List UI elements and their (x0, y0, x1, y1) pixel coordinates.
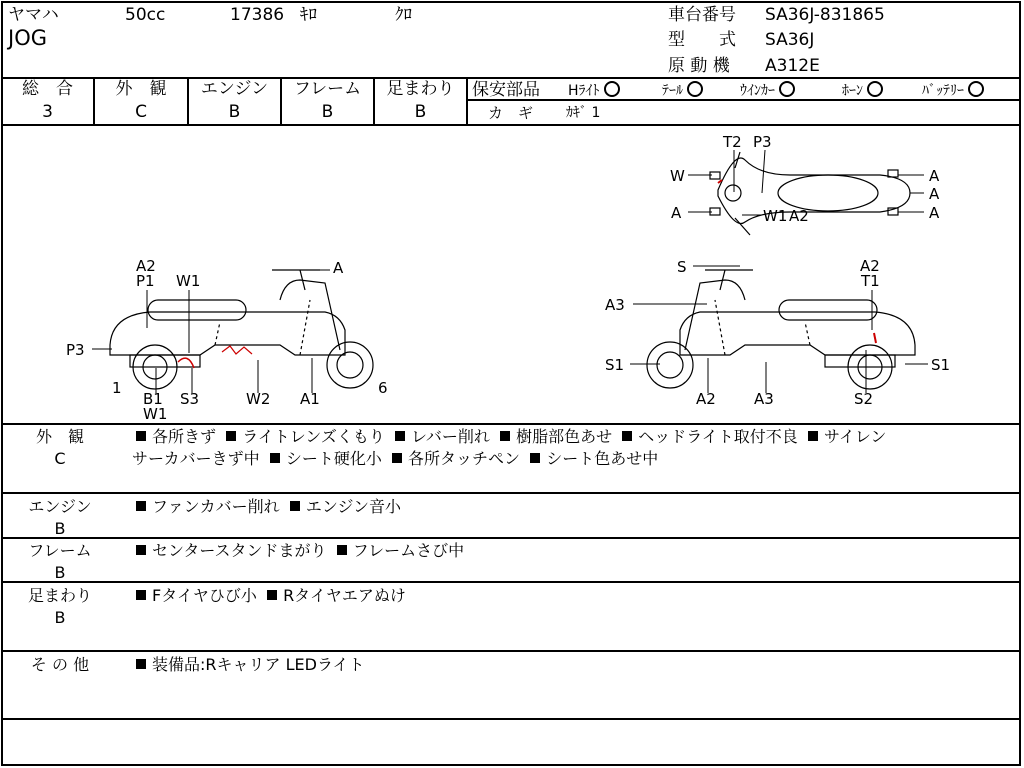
ok-mark-icon (867, 81, 883, 97)
section-notes (136, 540, 1016, 562)
key-value: ｶｷﾞ 1 (566, 105, 601, 121)
note-line (136, 585, 1016, 607)
divider (1, 581, 1021, 583)
damage-code: T2 (723, 133, 742, 151)
note-item: 各所タッチペン (392, 449, 520, 468)
safety-item-headlight: Hﾗｲﾄ (568, 81, 620, 100)
bullet-square-icon (290, 501, 300, 511)
section-grade: B (54, 563, 66, 582)
damage-code: W1 (763, 207, 788, 225)
damage-code: A1 (300, 390, 320, 408)
damage-code: A (929, 167, 940, 185)
divider (1, 537, 1021, 539)
engine-value: A312E (765, 56, 820, 76)
section-head (18, 585, 102, 629)
grade-label-frame: フレーム (293, 79, 362, 99)
bullet-square-icon (136, 545, 146, 555)
damage-code: S1 (931, 356, 951, 374)
safety-label: 保安部品 (472, 80, 540, 100)
damage-code: T1 (861, 272, 880, 290)
divider (1, 650, 1021, 652)
damage-code: A2 (136, 257, 156, 275)
note-item: 各所きず (136, 427, 216, 446)
note-line (136, 426, 1016, 448)
damage-code: P3 (66, 341, 85, 359)
bullet-square-icon (500, 431, 510, 441)
bullet-square-icon (136, 659, 146, 669)
note-item: フレームさび中 (337, 541, 464, 560)
scooter-top-view (710, 152, 910, 235)
section-grade: B (54, 519, 66, 538)
left-view-callouts (92, 270, 330, 393)
damage-code: A3 (754, 390, 774, 408)
damage-code: A (929, 204, 940, 222)
ok-mark-icon (968, 81, 984, 97)
note-line (136, 654, 1016, 676)
damage-code: W2 (246, 390, 271, 408)
damage-code: S3 (180, 390, 200, 408)
ok-mark-icon (604, 81, 620, 97)
section-grade: B (54, 608, 66, 627)
damage-code: W1 (143, 405, 168, 423)
note-item: センタースタンドまがり (136, 541, 327, 560)
section-grade: C (54, 449, 66, 468)
section-title: そ の 他 (30, 655, 90, 674)
damage-code: A (333, 259, 344, 277)
damage-code: W1 (176, 272, 201, 290)
grade-value-frame: B (321, 102, 334, 122)
grade-value-suspension: B (414, 102, 427, 122)
note-item: ファンカバー削れ (136, 497, 280, 516)
section-notes (136, 654, 1016, 676)
bullet-square-icon (267, 590, 277, 600)
damage-code: W (670, 167, 685, 185)
note-item: レバー削れ (395, 427, 490, 446)
grade-label-exterior: 外 観 (115, 79, 167, 99)
bullet-square-icon (622, 431, 632, 441)
type-label: 型 式 (668, 30, 736, 50)
bullet-square-icon (395, 431, 405, 441)
key-label: カ ギ (488, 104, 534, 122)
note-item: ヘッドライト取付不良 (622, 427, 798, 446)
section-title: 外 観 (35, 427, 84, 446)
damage-code: A (929, 185, 940, 203)
divider (1, 423, 1021, 425)
damage-code: S2 (854, 390, 874, 408)
grade-label-suspension: 足まわり (386, 79, 455, 99)
mileage-unit: ｷﾛ (300, 5, 317, 25)
bullet-square-icon (530, 453, 540, 463)
frame-no-label: 車台番号 (668, 5, 736, 25)
note-item: シート硬化小 (270, 449, 382, 468)
bullet-square-icon (136, 590, 146, 600)
type-value: SA36J (765, 30, 815, 50)
safety-item-tail: ﾃｰﾙ (662, 81, 703, 100)
bullet-square-icon (226, 431, 236, 441)
note-item: エンジン音小 (290, 497, 401, 516)
model-name: JOG (8, 26, 47, 50)
bullet-square-icon (136, 501, 146, 511)
damage-code: B1 (143, 390, 163, 408)
section-notes (132, 426, 1016, 470)
note-item: ライトレンズくもり (226, 427, 385, 446)
divider (466, 78, 468, 124)
damage-code: A (671, 204, 682, 222)
section-title: 足まわり (27, 586, 92, 605)
damage-code: 1 (112, 379, 122, 397)
damage-code: 6 (378, 379, 388, 397)
damage-diagram (0, 126, 1022, 424)
frame-no: SA36J-831865 (765, 5, 885, 25)
note-item: 樹脂部色あせ (500, 427, 612, 446)
grade-value-overall: 3 (42, 102, 53, 122)
bullet-square-icon (270, 453, 280, 463)
grade-value-engine: B (228, 102, 241, 122)
damage-code: A2 (860, 257, 880, 275)
maker: ヤマハ (8, 5, 59, 25)
grade-label-overall: 総 合 (22, 79, 73, 99)
right-view-callouts (630, 266, 928, 393)
divider (1, 492, 1021, 494)
section-notes (136, 496, 1016, 518)
section-head (18, 496, 102, 540)
ok-mark-icon (687, 81, 703, 97)
damage-code: A2 (789, 207, 809, 225)
note-item: サーカバーきず中 (132, 449, 260, 468)
bullet-square-icon (392, 453, 402, 463)
section-head (18, 426, 102, 470)
grade-value-exterior: C (135, 102, 147, 122)
damage-code: S1 (605, 356, 625, 374)
damage-code: P1 (136, 272, 155, 290)
displacement: 50cc (125, 5, 166, 25)
bullet-square-icon (136, 431, 146, 441)
bullet-square-icon (337, 545, 347, 555)
note-item: シート色あせ中 (530, 449, 658, 468)
damage-code: P3 (753, 133, 772, 151)
damage-code: A2 (696, 390, 716, 408)
engine-label: 原 動 機 (668, 56, 730, 76)
divider (1, 718, 1021, 720)
section-head (18, 540, 102, 584)
grade-label-engine: エンジン (200, 79, 269, 99)
left-view-labels (66, 257, 388, 423)
bullet-square-icon (808, 431, 818, 441)
damage-code: S (677, 258, 687, 276)
note-line (136, 496, 1016, 518)
section-title: フレーム (28, 541, 92, 560)
ok-mark-icon (779, 81, 795, 97)
safety-item-battery: ﾊﾞｯﾃﾘｰ (922, 81, 984, 100)
safety-item-winker: ｳｲﾝｶｰ (740, 81, 795, 100)
note-item: Rタイヤエアぬけ (267, 586, 406, 605)
color: ｸﾛ (395, 5, 412, 25)
note-item: Fタイヤひび小 (136, 586, 257, 605)
right-view-labels (605, 257, 950, 408)
section-notes (136, 585, 1016, 607)
section-title: エンジン (28, 497, 92, 516)
note-item: サイレン (808, 427, 886, 446)
mileage: 17386 (230, 5, 285, 25)
safety-item-horn: ﾎｰﾝ (842, 81, 883, 100)
section-head (18, 654, 102, 676)
note-item: 装備品:Rキャリア LEDライト (136, 655, 364, 674)
note-line (132, 448, 1016, 470)
note-line (136, 540, 1016, 562)
damage-code: A3 (605, 296, 625, 314)
